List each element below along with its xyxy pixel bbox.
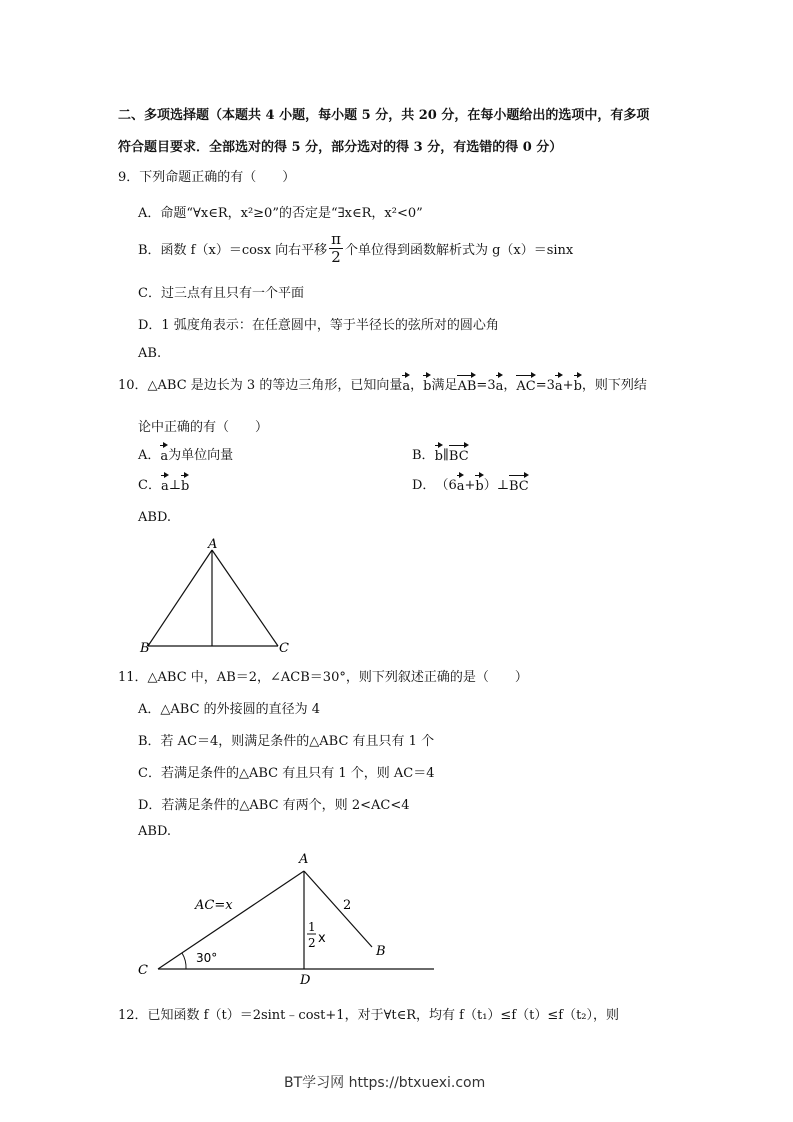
vertex-label-a: A: [208, 537, 218, 552]
angle-label: 30°: [196, 951, 218, 965]
q11-answer: ABD.: [138, 824, 172, 839]
section-header-line2: 符合题目要求．全部选对的得 5 分，部分选对的得 3 分，有选错的得 0 分）: [118, 140, 563, 155]
half-x-label: x: [318, 931, 326, 946]
fraction-numerator: π: [331, 230, 341, 248]
q10-stem-part-a: 10．△ABC 是边长为 3 的等边三角形，已知向量: [118, 378, 403, 393]
q10-option-c: [138, 474, 189, 493]
fraction-denominator: 2: [331, 248, 341, 266]
vertex-label-d: D: [300, 973, 311, 986]
q9-option-d: D．1 弧度角表示：在任意圆中，等于半径长的弦所对的圆心角: [138, 318, 499, 333]
option-label: C．: [138, 478, 161, 493]
q11-option-c: C．若满足条件的△ABC 有且只有 1 个，则 AC＝4: [138, 766, 435, 781]
triangle-30deg-figure: [130, 846, 450, 986]
parallel-symbol: ∥: [442, 448, 449, 463]
q9-option-b-prefix: B．函数 f（x）＝cosx 向右平移: [138, 243, 328, 258]
q9-answer: AB.: [138, 346, 162, 361]
vector-a: a: [160, 444, 168, 463]
q10-option-a: [138, 444, 233, 463]
q12-stem: 12．已知函数 f（t）＝2sint﹣cost+1，对于∀t∈R，均有 f（t₁）≤f（t）≤f（t₂），则: [118, 1008, 620, 1023]
q10-eq2: =3: [535, 378, 555, 393]
q9-option-b: [138, 232, 573, 265]
section-header-line1: 二、多项选择题（本题共 4 小题，每小题 5 分，共 20 分，在每小题给出的选项中，有多项: [118, 108, 650, 123]
perp-symbol: ⊥: [168, 478, 181, 493]
q9-option-b-suffix: 个单位得到函数解析式为 g（x）＝sinx: [344, 243, 574, 258]
q10-stem-line1: [118, 374, 647, 393]
q10-answer: ABD.: [138, 510, 172, 525]
q9-option-c: C．过三点有且只有一个平面: [138, 286, 304, 301]
side-AC: [158, 871, 304, 969]
q10-option-d: [412, 474, 529, 493]
q10-option-b: [412, 444, 469, 463]
q10-eq1: =3: [476, 378, 496, 393]
option-label: B．: [412, 448, 435, 463]
vector-BC: BC: [509, 474, 529, 493]
q10-stem-part-b: 满足: [431, 378, 458, 393]
vector-AB: AB: [457, 374, 476, 393]
vector-b: b: [574, 374, 582, 393]
vertex-label-b: B: [140, 641, 150, 656]
q11-option-a: A．△ABC 的外接圆的直径为 4: [138, 702, 321, 717]
vertex-label-c: C: [279, 641, 289, 656]
q10-plus: +: [562, 378, 574, 393]
vector-a: a: [496, 374, 504, 393]
footer-watermark: BT学习网 https://btxuexi.com: [284, 1075, 486, 1091]
vector-b: b: [475, 474, 483, 493]
option-label: A．: [138, 448, 161, 463]
vector-a: a: [161, 474, 169, 493]
q10-comma: ，: [503, 378, 517, 393]
option-label: D．: [412, 478, 436, 493]
side-ac-label: AC=x: [195, 898, 233, 913]
paren-close-perp: ）⊥: [483, 478, 509, 493]
vector-b: b: [423, 374, 431, 393]
option-text: 为单位向量: [168, 448, 234, 463]
q10-stem-part-c: ，则下列结: [581, 378, 647, 393]
equilateral-triangle-figure: [130, 536, 310, 658]
half-denominator: 2: [308, 936, 316, 950]
vertex-label-c: C: [138, 963, 148, 978]
side-AB: [148, 550, 212, 646]
pi-over-2-fraction: [329, 232, 343, 265]
vector-a: a: [555, 374, 563, 393]
vector-b: b: [435, 444, 443, 463]
vector-a: a: [457, 474, 465, 493]
q11-option-d: D．若满足条件的△ABC 有两个，则 2<AC<4: [138, 798, 410, 813]
vertex-label-a: A: [299, 852, 309, 867]
q11-stem: 11．△ABC 中，AB＝2，∠ACB＝30°，则下列叙述正确的是（ ）: [118, 670, 528, 685]
vector-AC: AC: [516, 374, 535, 393]
half-numerator: 1: [308, 920, 316, 934]
q11-option-b: B．若 AC＝4，则满足条件的△ABC 有且只有 1 个: [138, 734, 435, 749]
q10-comma: ，: [410, 378, 424, 393]
vector-a: a: [402, 374, 410, 393]
side-AC: [212, 550, 278, 646]
vertex-label-b: B: [376, 944, 386, 959]
q9-stem: 9．下列命题正确的有（ ）: [118, 170, 296, 185]
vector-BC: BC: [449, 444, 469, 463]
paren-open: （6: [435, 478, 457, 493]
q9-option-a: A．命题“∀x∈R，x²≥0”的否定是“∃x∈R，x²<0”: [138, 206, 423, 221]
plus-sign: +: [464, 478, 476, 493]
side-ab-label: 2: [343, 898, 352, 913]
vector-b: b: [181, 474, 189, 493]
q10-stem-line2: 论中正确的有（ ）: [138, 420, 269, 435]
angle-arc: [182, 953, 186, 969]
